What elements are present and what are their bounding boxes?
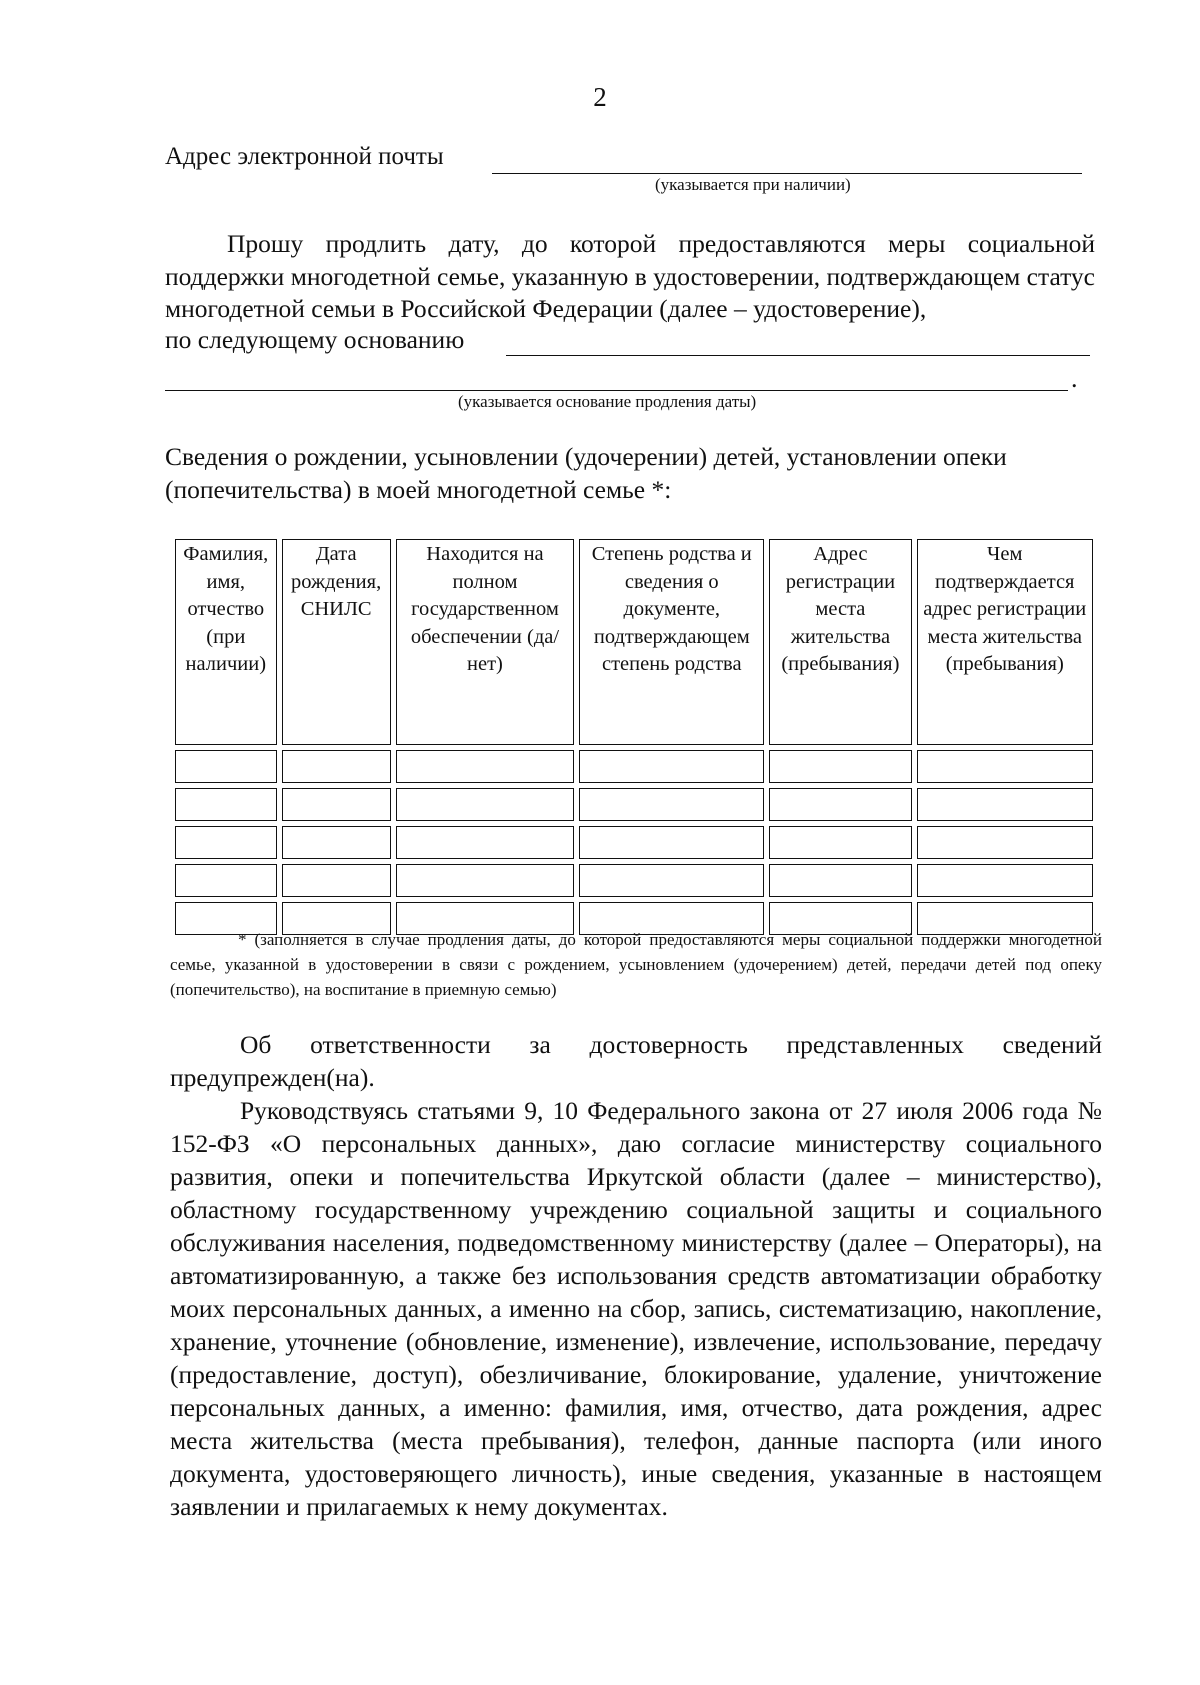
table-cell[interactable] [282,864,391,897]
header-cell-address-proof: Чем подтверждается адрес регистрации места жительства (пребывания) [917,539,1093,745]
table-row [175,826,1093,859]
header-cell-address: Адрес регистрации места жительства (пребывания) [769,539,911,745]
table-cell[interactable] [282,788,391,821]
header-cell-state-support: Находится на полном государственном обеспечении (да/нет) [396,539,575,745]
table-cell[interactable] [917,864,1093,897]
basis-label: по следующему основанию [165,325,465,354]
table-row [175,750,1093,783]
table-cell[interactable] [175,788,277,821]
table-row [175,788,1093,821]
basis-hint: (указывается основание продления даты) [458,392,757,411]
table-row [175,864,1093,897]
email-hint: (указывается при наличии) [655,175,851,194]
table-cell[interactable] [579,864,764,897]
table-cell[interactable] [175,864,277,897]
table-cell[interactable] [579,826,764,859]
request-paragraph: Прошу продлить дату, до которой предоставляются меры социальной поддержки многодетной семье, указанную в удостоверении, подтверждающем статус многодетной семьи в Российской Федерации (далее – удостоверение), [165,229,1095,323]
table-cell[interactable] [769,826,911,859]
page-number: 2 [593,82,607,112]
table-cell[interactable] [917,826,1093,859]
table-header-row [175,539,1093,745]
table-cell[interactable] [175,826,277,859]
table-cell[interactable] [396,864,575,897]
table-cell[interactable] [282,750,391,783]
header-cell-kinship: Степень родства и сведения о документе, подтверждающем степень родства [579,539,764,745]
children-table [170,534,1098,940]
table-cell[interactable] [579,788,764,821]
basis-end-mark: . [1071,364,1078,393]
table-cell[interactable] [769,788,911,821]
table-cell[interactable] [282,826,391,859]
table-cell[interactable] [917,788,1093,821]
table-cell[interactable] [396,788,575,821]
table-footnote: * (заполняется в случае продления даты, до которой предоставляются меры социальной поддержки многодетной семье, указанной в удостоверении в связи с рождением, усыновлением (удочерением) детей, передачи детей под опеку (попечительство), на воспитание в приемную семью) [170,930,1102,999]
header-cell-birth-snils: Дата рождения, СНИЛС [282,539,391,745]
table-cell[interactable] [769,750,911,783]
table-cell[interactable] [396,826,575,859]
table-cell[interactable] [396,750,575,783]
table-cell[interactable] [175,750,277,783]
table-cell[interactable] [579,750,764,783]
email-field-line[interactable] [492,173,1082,174]
table-cell[interactable] [769,864,911,897]
basis-field-line-1[interactable] [506,355,1090,356]
children-info-heading: Сведения о рождении, усыновлении (удочерении) детей, установлении опеки (попечительства) в моей многодетной семье *: [165,442,1007,504]
basis-field-line-2[interactable] [165,390,1068,391]
responsibility-paragraph: Об ответственности за достоверность представленных сведений предупрежден(на). [170,1030,1102,1092]
consent-paragraph: Руководствуясь статьями 9, 10 Федерального закона от 27 июля 2006 года № 152-ФЗ «О персональных данных», даю согласие министерству социального развития, опеки и попечительства Иркутской области (далее – министерство), областному государственному учреждению социальной защиты и социального обслуживания населения, подведомственному министерству (далее – Операторы), на автоматизированную, а также без использования средств автоматизации обработку моих персональных данных, а именно на сбор, запись, систематизацию, накопление, хранение, уточнение (обновление, изменение), извлечение, использование, передачу (предоставление, доступ), обезличивание, блокирование, удаление, уничтожение персональных данных, а именно: фамилия, имя, отчество, дата рождения, адрес места жительства (места пребывания), телефон, данные паспорта (или иного документа, удостоверяющего личность), иные сведения, указанные в настоящем заявлении и прилагаемых к нему документах. [170,1096,1102,1521]
email-label: Адрес электронной почты [165,143,444,170]
header-cell-name: Фамилия, имя, отчество (при наличии) [175,539,277,745]
table-cell[interactable] [917,750,1093,783]
